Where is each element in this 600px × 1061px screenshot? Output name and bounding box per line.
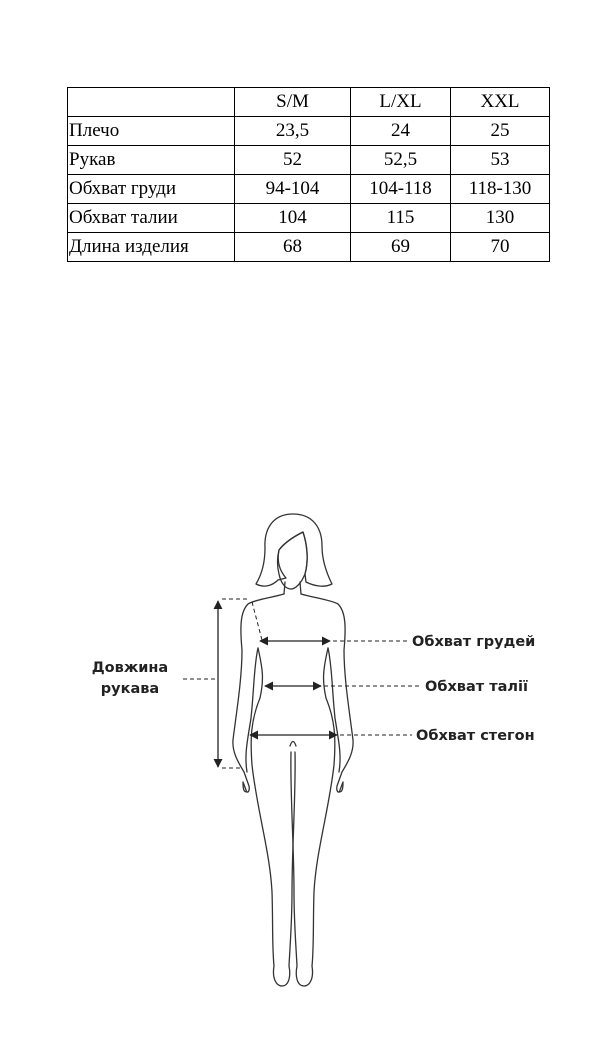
table-cell: 70 — [451, 233, 550, 262]
right-arm-outline — [301, 594, 353, 792]
table-cell: 94-104 — [235, 175, 351, 204]
table-cell: 53 — [451, 146, 550, 175]
table-cell: 115 — [351, 204, 451, 233]
face-shape — [278, 532, 308, 589]
table-cell: 52,5 — [351, 146, 451, 175]
sleeve-length-measure — [183, 599, 248, 768]
table-row — [68, 117, 550, 146]
row-label: Рукав — [68, 146, 235, 175]
sleeve-guide-line — [252, 602, 262, 640]
table-cell: 118-130 — [451, 175, 550, 204]
table-cell: 52 — [235, 146, 351, 175]
table-cell: 24 — [351, 117, 451, 146]
table-row — [68, 204, 550, 233]
table-header-row — [68, 88, 550, 117]
waist-label: Обхват талії — [425, 679, 528, 695]
table-row — [68, 146, 550, 175]
row-label: Длина изделия — [68, 233, 235, 262]
table-row — [68, 175, 550, 204]
table-cell: 104-118 — [351, 175, 451, 204]
header-cell-sm: S/M — [235, 88, 351, 117]
hips-label: Обхват стегон — [416, 728, 535, 744]
size-table — [67, 87, 550, 262]
table-cell: 23,5 — [235, 117, 351, 146]
left-leg-outline — [251, 648, 295, 986]
table-cell: 25 — [451, 117, 550, 146]
right-leg-outline — [291, 648, 335, 986]
chest-label: Обхват грудей — [412, 634, 536, 650]
table-row — [68, 233, 550, 262]
header-cell-xxl: XXL — [451, 88, 550, 117]
table-cell: 104 — [235, 204, 351, 233]
header-cell-empty — [68, 88, 235, 117]
row-label: Плечо — [68, 117, 235, 146]
sleeve-length-label-line1: Довжина — [91, 660, 169, 676]
table-cell: 68 — [235, 233, 351, 262]
female-silhouette — [233, 514, 353, 986]
header-cell-lxl: L/XL — [351, 88, 451, 117]
table-cell: 69 — [351, 233, 451, 262]
crotch-line — [290, 742, 296, 747]
hair-shape — [256, 514, 332, 586]
left-arm-outline — [233, 594, 284, 792]
sleeve-length-label-line2: рукава — [100, 681, 160, 697]
row-label: Обхват груди — [68, 175, 235, 204]
body-measurement-diagram — [0, 490, 600, 1010]
table-cell: 130 — [451, 204, 550, 233]
row-label: Обхват талии — [68, 204, 235, 233]
